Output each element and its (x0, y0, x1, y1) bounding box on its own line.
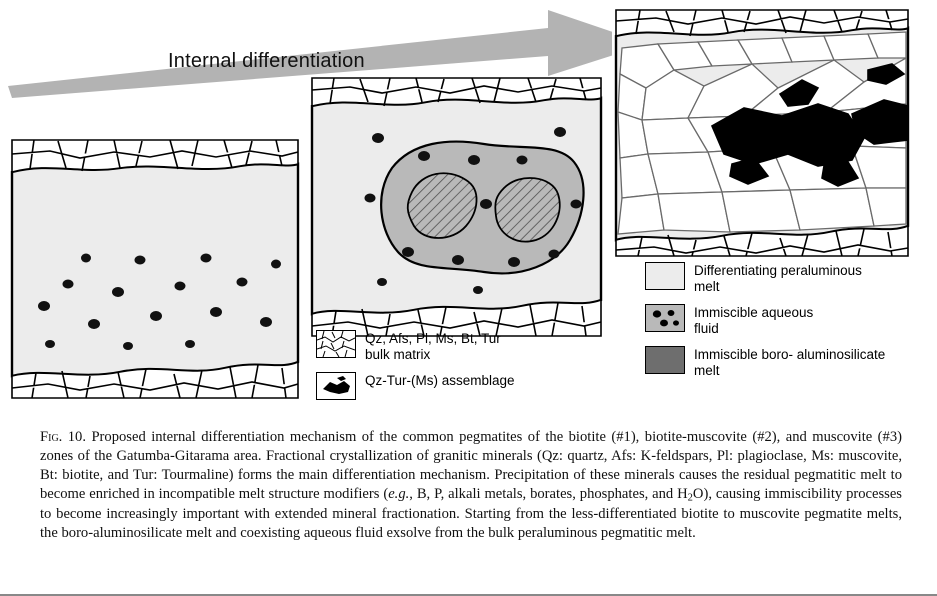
legend-line-2: melt (694, 278, 720, 294)
legend-item-qz-tur-ms-label (365, 372, 515, 389)
legend-item-peraluminous-melt (645, 262, 935, 295)
bulk-matrix-swatch (316, 330, 356, 358)
figure-number: Fig. 10. (40, 429, 86, 445)
legend-line-1: Qz-Tur-(Ms) assemblage (365, 372, 515, 388)
legend-item-aqueous-fluid (645, 304, 935, 337)
light-grey-swatch (645, 262, 685, 290)
aqueous-fluid-swatch (645, 304, 685, 332)
legend-line-2: bulk matrix (365, 346, 431, 362)
legend-line-1: Differentiating peraluminous (694, 263, 862, 278)
panel-biotite-zone (10, 138, 300, 400)
legend-line-1: Immiscible boro- aluminosilicate (694, 346, 886, 362)
caption-text-3: O), causing immiscibility processes to become increasingly important with extended mineral fractionation. Starting from the less-differentiated biotite to muscovite pegmatite melts, the boro-aluminosilicate melt and coexisting aqueous fluid exsolve from the bulk peraluminous pegmatitic melt. (40, 485, 902, 542)
legend-item-bulk-matrix (316, 330, 601, 363)
caption-text-2: , B, P, alkali metals, borates, phosphates, and H (409, 485, 688, 502)
dark-grey-swatch (645, 346, 685, 374)
legend-item-boro-aluminosilicate-melt (645, 346, 935, 379)
legend-item-aqueous-fluid-label (694, 304, 813, 337)
legend-line-2: fluid (694, 320, 719, 336)
caption-text-1: Proposed internal differentiation mechanism of the common pegmatites of the biotite (#1), biotite-muscovite (#2), and muscovite (#3) zones of the Gatumba-Gitarama area. Fractional crystallization of granitic minerals (Qz: quartz, Afs: K-feldspars, Pl: plagioclase, Ms: muscovite, Bt: biotite, and Tur: Tourmaline) forms the main differentiation mechanism. Precipitation of these minerals causes the residual pegmatitic melt to become enriched in incompatible melt structure modifiers ( (40, 429, 902, 502)
legend-item-boro-aluminosilicate-melt-label (694, 346, 885, 379)
qz-tur-ms-swatch (316, 372, 356, 400)
legend-line-2: melt (694, 362, 720, 378)
legend-item-bulk-matrix-label (365, 330, 501, 363)
legend-line-1: Immiscible aqueous (694, 304, 814, 320)
arrow-label: Internal differentiation (168, 50, 365, 72)
panel-muscovite-zone (612, 8, 912, 258)
panel-biotite-muscovite-zone (308, 76, 604, 338)
legend-item-qz-tur-ms (316, 372, 601, 400)
figure-caption (40, 428, 902, 543)
legend-line-1: Qz, Afs, Pl, Ms, Bt, Tur (365, 331, 501, 346)
legend-matrix (316, 330, 601, 409)
bulk-matrix-inclusion (495, 178, 559, 242)
legend-item-peraluminous-melt-label (694, 262, 862, 295)
legend-melts (645, 262, 935, 388)
caption-italic-eg: e.g. (388, 485, 410, 502)
caption-subscript: 2 (687, 492, 693, 504)
